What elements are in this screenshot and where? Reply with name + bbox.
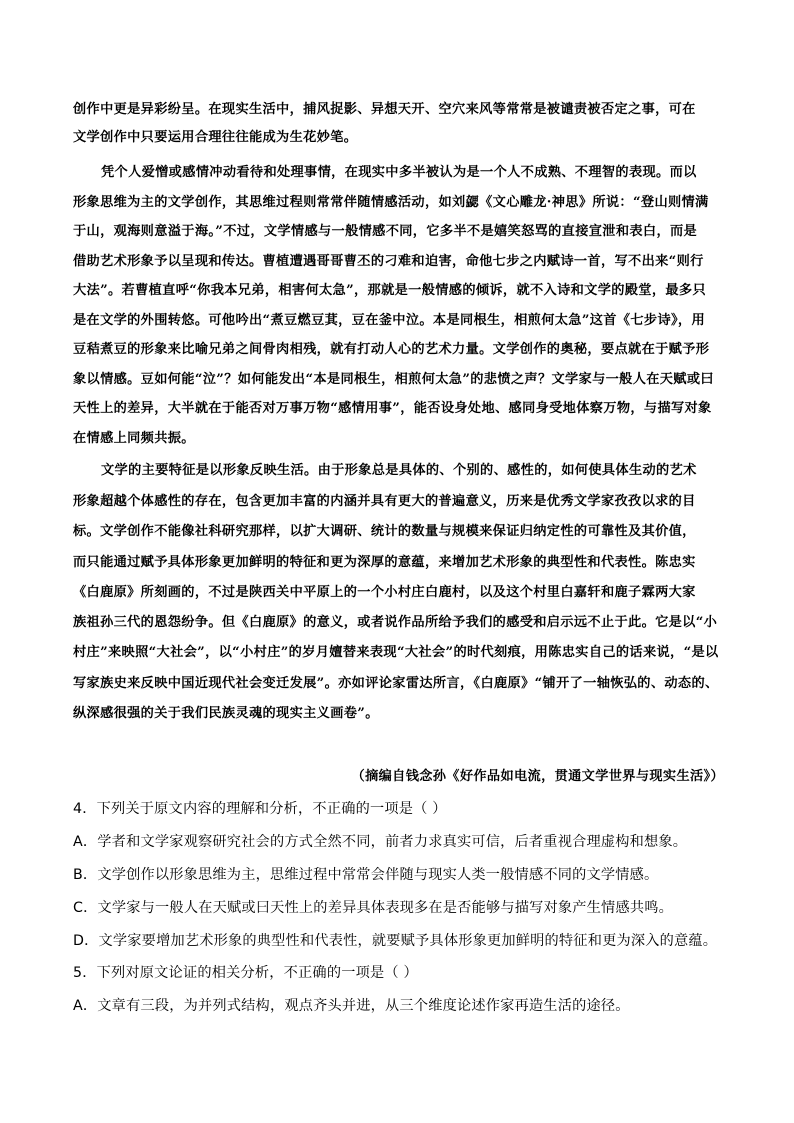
passage-line: 标。文学创作不能像社科研究那样，以扩大调研、统计的数量与规模来保证归纳定性的可靠性及其价值，: [73, 524, 696, 539]
passage-line: 文学的主要特征是以形象反映生活。由于形象总是具体的、个别的、感性的，如何使具体生动的艺术: [101, 463, 697, 478]
passage-line: 形象思维为主的文学创作，其思维过程则常常伴随情感活动，如刘勰《文心雕龙·神思》所说：“登山则情满: [73, 195, 709, 210]
passage-line: 形象超越个体感性的存在，包含更加丰富的内涵并具有更大的普遍意义，历来是优秀文学家孜孜以求的目: [73, 494, 696, 509]
passage-line: 而只能通过赋予具体形象更加鲜明的特征和更为深厚的意蕴，来增加艺术形象的典型性和代表性。陈忠实: [73, 555, 696, 570]
passage-line: 天性上的差异，大半就在于能否对万事万物“感情用事”，能否设身处地、感同身受地体察万物，与描写对象: [73, 401, 712, 416]
passage-line: 大法”。若曹植直呼“你我本兄弟，相害何太急”，那就是一般情感的倾诉，就不入诗和文学的殿堂，最多只: [73, 283, 706, 298]
passage-line: 借助艺术形象予以呈现和传达。曹植遭遇哥哥曹丕的刁难和迫害，命他七步之内赋诗一首，写不出来“则行: [73, 254, 704, 269]
passage-line: 在情感上同频共振。: [73, 431, 195, 446]
answer-option[interactable]: A．文章有三段，为并列式结构，观点齐头并进，从三个维度论述作家再造生活的途径。: [73, 998, 630, 1014]
passage-line: 创作中更是异彩纷呈。在现实生活中，捕风捉影、异想天开、空穴来风等常常是被谴责被否定之事，可在: [73, 102, 696, 117]
passage-source: （摘编自钱念孙《好作品如电流，贯通文学世界与现实生活》）: [351, 769, 724, 784]
passage-line: 于山，观海则意溢于海。”不过，文学情感与一般情感不同，它多半不是嬉笑怒骂的直接宣泄和表白，而是: [73, 224, 698, 239]
passage-line: 文学创作中只要运用合理往往能成为生花妙笔。: [73, 130, 358, 145]
passage-line: 村庄”来映照“大社会”，以“小村庄”的岁月嬗替来表现“大社会”的时代刻痕，用陈忠实自己的话来说，“是以: [73, 645, 719, 660]
passage-line: 象以情感。豆如何能“泣”？如何能发出“本是同根生，相煎何太急”的悲愤之声？文学家与一般人在天赋或曰: [73, 372, 714, 387]
passage-line: 豆秸煮豆的形象来比喻兄弟之间骨肉相残，就有打动人心的艺术力量。文学创作的奥秘，要点就在于赋予形: [73, 342, 710, 357]
passage-line: 纵深感很强的关于我们民族灵魂的现实主义画卷”。: [73, 706, 379, 721]
answer-option[interactable]: C．文学家与一般人在天赋或曰天性上的差异具体表现多在是否能够与描写对象产生情感共鸣。: [73, 900, 673, 916]
passage-line: 凭个人爱憎或感情冲动看待和处理事情，在现实中多半被认为是一个人不成熟、不理智的表现。而以: [101, 165, 697, 180]
passage-line: 是在文学的外围转悠。可他吟出“煮豆燃豆萁，豆在釜中泣。本是同根生，相煎何太急”这首《七步诗》，用: [73, 313, 705, 328]
passage-line: 族祖孙三代的恩怨纷争。但《白鹿原》的意义，或者说作品所给予我们的感受和启示远不止于此。它是以“小: [73, 615, 718, 630]
passage-line: 《白鹿原》所刻画的，不过是陕西关中平原上的一个小村庄白鹿村，以及这个村里白嘉轩和鹿子霖两大家: [73, 585, 696, 600]
passage-line: 写家族史来反映中国近现代社会变迁发展”。亦如评论家雷达所言，《白鹿原》“铺开了一轴恢弘的、动态的、: [73, 676, 719, 691]
answer-option[interactable]: B．文学创作以形象思维为主，思维过程中常常会伴随与现实人类一般情感不同的文学情感。: [73, 867, 659, 883]
question-stem: 5．下列对原文论证的相关分析，不正确的一项是（ ）: [73, 965, 418, 981]
question-stem: 4．下列关于原文内容的理解和分析，不正确的一项是（ ）: [73, 801, 447, 817]
answer-option[interactable]: D．文学家要增加艺术形象的典型性和代表性，就要赋予具体形象更加鲜明的特征和更为深入的意蕴。: [73, 933, 718, 949]
answer-option[interactable]: A．学者和文学家观察研究社会的方式全然不同，前者力求真实可信，后者重视合理虚构和想象。: [73, 834, 688, 850]
